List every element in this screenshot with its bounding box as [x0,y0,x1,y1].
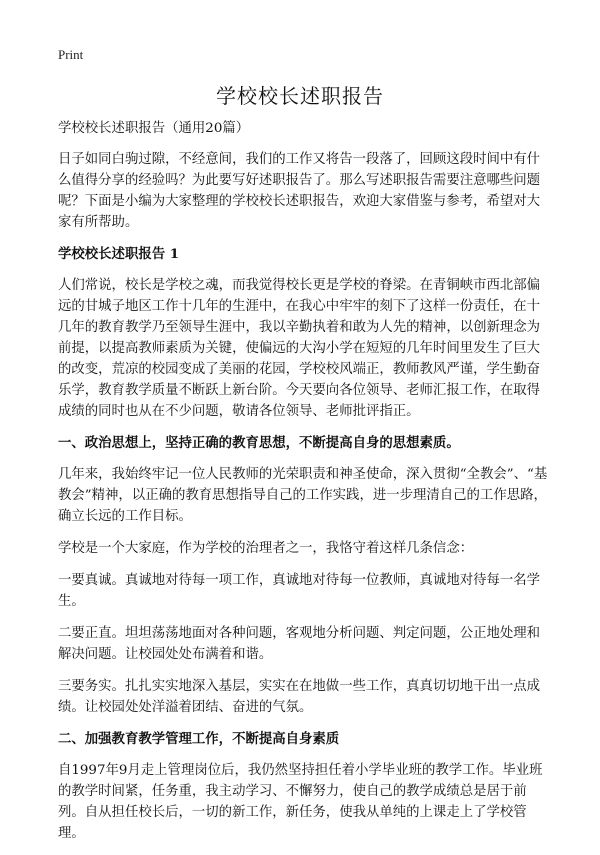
paragraph-6: 自1997年9月走上管理岗位后，我仍然坚持担任着小学毕业班的教学工作。毕业班的教学时间紧，任务重，我主动学习、不懈努力，使自己的教学成绩总是居于前列。自从担任校长后，一切的新工作，新任务，使我从单纯的上课走上了学校管理。 [58,763,543,841]
paragraph-3: 一要真诚。真诚地对待每一项工作，真诚地对待每一位教师，真诚地对待每一名学生。 [58,573,541,609]
document-subtitle: 学校校长述职报告（通用20篇） [58,121,250,136]
paragraph-5: 三要务实。扎扎实实地深入基层，实实在在地做一些工作，真真切切地干出一点成绩。让校园处处洋溢着团结、奋进的气氛。 [58,679,541,715]
heading-management: 二、加强教育教学管理工作，不断提高自身素质 [58,731,340,747]
intro-paragraph: 日子如同白驹过隙，不经意间，我们的工作又将告一段落了，回顾这段时间中有什么值得分享的经验吗？为此要写好述职报告了。那么写述职报告需要注意哪些问题呢？下面是小编为大家整理的学校校长述职报告，欢迎大家借鉴与参考，希望对大家有所帮助。 [58,152,541,230]
paragraph-2: 学校是一个大家庭，作为学校的治理者之一，我恪守着这样几条信念： [58,541,474,556]
section-title: 学校校长述职报告 1 [58,246,180,262]
section-intro-paragraph: 人们常说，校长是学校之魂，而我觉得校长更是学校的脊梁。在青铜峡市西北部偏远的甘城子地区工作十几年的生涯中，在我心中牢牢的刻下了这样一份责任，在十几年的教育教学乃至领导生涯中，我以辛勤执着和敢为人先的精神，以创新理念为前提，以提高教师素质为关键，使偏远的大沟小学在短短的几年时间里发生了巨大的改变，荒凉的校园变成了美丽的花园，学校校风端正，教师教风严谨，学生勤奋乐学，教育教学质量不断跃上新台阶。今天要向各位领导、老师汇报工作，在取得成绩的同时也从在不少问题，敬请各位领导、老师批评指正。 [58,278,541,419]
heading-political: 一、政治思想上，坚持正确的教育思想，不断提高自身的思想素质。 [58,435,460,451]
document-body [58,118,548,855]
page-title: 学校校长述职报告 [216,84,384,108]
print-link[interactable]: Print [58,47,84,62]
paragraph-4: 二要正直。坦坦荡荡地面对各种问题，客观地分析问题、判定问题，公正地处理和解决问题。让校园处处布满着和谐。 [58,626,541,662]
paragraph-1: 几年来，我始终牢记一位人民教师的光荣职责和神圣使命，深入贯彻“全教会”、“基教会”精神，以正确的教育思想指导自己的工作实践，进一步理清自己的工作思路，确立长远的工作目标。 [58,467,548,524]
